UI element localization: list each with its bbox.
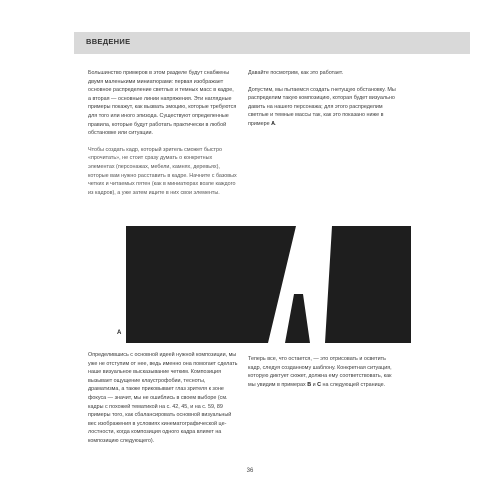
paragraph-oppressive-text: Допустим, мы пытаемся создать гнетущую обстановку. Мы распределим такую композицию, которая будет визуально давить на нашего персонажа; для этого распределим светлые и темные массы так, как это показано ниже в примере <box>248 86 396 127</box>
composition-shape <box>126 226 411 343</box>
right-column-top <box>248 69 400 137</box>
paragraph-lets-see: Давайте посмотрим, как это работает. <box>248 70 344 76</box>
example-ref-a: А <box>271 120 276 127</box>
figure-label-a: А <box>117 330 122 336</box>
paragraph-render-mid: и <box>311 381 318 388</box>
section-title: ВВЕДЕНИЕ <box>86 37 131 46</box>
paragraph-oppressive <box>248 86 400 129</box>
paragraph-render-end: на следующей странице. <box>321 381 386 388</box>
left-column-bottom <box>88 351 238 454</box>
example-ref-b: В <box>307 381 312 388</box>
paragraph-render-and-light <box>248 355 400 389</box>
right-column-bottom <box>248 355 400 397</box>
paragraph-readable-frame: Чтобы создать кадр, который зритель сможет быстро «прочитать», не стоит сразу думать о конкретных элементах (персонажах, мебели, камнях, деревьях), которые вам нужно расставить в кадре. Начните с базовых четких и читаемых пятен (как в миниатюрах возле каждого из кадров), а уже затем ищите в них свои элементы. <box>88 146 237 196</box>
example-ref-c: С <box>317 381 322 388</box>
paragraph-intro: Большинство примеров в этом разделе будут снабжены двумя маленькими миниатюрами: первая изображает основное распределение светлых и темных масс в кадре, а вторая — основные линии напряжения. Эти наглядные примеры покажут, как вызвать эмоцию, которые требуются для того или иного эпизода. Существуют определенные правила, которые будут работать практически в любой обстановке или ситуации. <box>88 70 237 137</box>
page-number: 36 <box>246 468 254 474</box>
section-header-band <box>74 32 470 54</box>
paragraph-oppressive-end: . <box>275 120 277 127</box>
composition-thumbnail-a <box>126 226 411 343</box>
paragraph-render-text: Теперь все, что остается, — это отрисовать и осветить кадр, следуя созданному шаблону. Конкретная ситуация, которую диктует сюжет, должна ему соответствовать, как мы увидим в примерах <box>248 356 392 388</box>
paragraph-composition-idea: Определившись с основной идеей нужной композиции, мы уже не отступим от нее, ведь именно она помогает сделать наше визуальное высказывание четким. Композиция вызывает ощущение клаустрофобии, тесноты, драматизма, а также приковывает глаз зрителя к зоне фокуса — значит, мы не ошиблись в своем выборе (см. кадры с похожей тематикой на с. 42, 45, и на с. 59, 89 примеры того, как сбалансировать основной визуальный вес изображения в условиях кинематографической целостности, когда композиция одного кадра влияет на композицию следующего). <box>88 352 238 444</box>
left-column-top <box>88 69 238 205</box>
